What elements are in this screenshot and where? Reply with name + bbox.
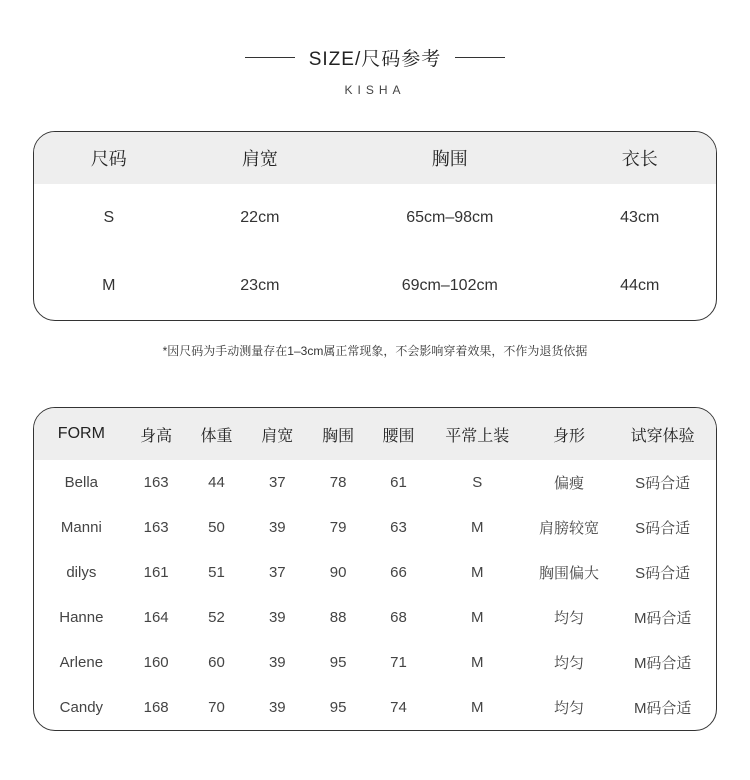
- model-body-shape-cell: 胸围偏大: [538, 565, 599, 582]
- model-usual-top-cell: M: [470, 609, 484, 626]
- model-name-cell: Bella: [64, 474, 99, 491]
- model-waist-cell: 66: [390, 564, 407, 581]
- model-table-row: [34, 505, 716, 550]
- model-weight-cell: 51: [208, 564, 225, 581]
- model-body-shape-cell: 肩膀较宽: [538, 520, 599, 537]
- model-header-shoulder: 肩宽: [261, 427, 294, 445]
- model-header-form: FORM: [57, 425, 105, 442]
- model-usual-top-cell: M: [470, 654, 484, 671]
- model-table-row: [34, 640, 716, 685]
- model-fit-cell: S码合适: [635, 520, 691, 537]
- size-cell: 44cm: [620, 277, 660, 294]
- model-table-body: [34, 460, 716, 730]
- model-name-cell: Candy: [59, 699, 104, 716]
- size-cell: 69cm–102cm: [401, 277, 498, 294]
- model-shoulder-cell: 39: [268, 609, 286, 626]
- measurement-note: *因尺码为手动测量存在1–3cm属正常现象，不会影响穿着效果，不作为退货依据: [162, 344, 588, 358]
- model-fit-cell: M码合适: [633, 655, 692, 672]
- model-table-row: [34, 460, 716, 505]
- size-cell: 43cm: [620, 209, 660, 226]
- size-cell: M: [102, 277, 116, 294]
- model-table-row: [34, 685, 716, 730]
- model-shoulder-cell: 37: [268, 564, 286, 581]
- model-waist-cell: 71: [390, 654, 407, 671]
- model-bust-cell: 78: [329, 474, 347, 491]
- model-waist-cell: 68: [390, 609, 407, 626]
- size-table-header: [34, 132, 716, 184]
- model-bust-cell: 95: [329, 654, 347, 671]
- title-line-right: [455, 57, 505, 58]
- model-waist-cell: 63: [390, 519, 407, 536]
- model-bust-cell: 88: [329, 609, 347, 626]
- page-header: [0, 44, 750, 97]
- model-body-shape-cell: 偏瘦: [553, 475, 584, 492]
- model-waist-cell: 61: [390, 474, 407, 491]
- model-bust-cell: 79: [329, 519, 347, 536]
- model-weight-cell: 70: [208, 699, 225, 716]
- model-usual-top-cell: S: [472, 474, 483, 491]
- size-header-shoulder: 肩宽: [241, 149, 278, 169]
- model-height-cell: 163: [143, 519, 169, 536]
- model-fit-cell: S码合适: [635, 475, 691, 492]
- model-name-cell: Hanne: [59, 609, 104, 626]
- model-height-cell: 161: [143, 564, 169, 581]
- model-table-header: [34, 408, 716, 460]
- model-bust-cell: 95: [329, 699, 347, 716]
- model-header-fit: 试穿体验: [630, 427, 695, 445]
- model-table-row: [34, 550, 716, 595]
- brand-name: KISHA: [344, 83, 406, 97]
- size-cell: 23cm: [240, 277, 280, 294]
- model-shoulder-cell: 37: [268, 474, 286, 491]
- model-waist-cell: 74: [390, 699, 407, 716]
- size-header-bust: 胸围: [431, 149, 468, 169]
- model-height-cell: 163: [143, 474, 169, 491]
- size-header-length: 衣长: [621, 149, 658, 169]
- size-cell: 65cm–98cm: [406, 209, 494, 226]
- model-weight-cell: 60: [208, 654, 225, 671]
- model-bust-cell: 90: [329, 564, 347, 581]
- size-table: [33, 131, 717, 321]
- title-line-left: [245, 57, 295, 58]
- title-row: [0, 44, 750, 71]
- model-body-shape-cell: 均匀: [553, 655, 584, 672]
- model-height-cell: 164: [143, 609, 169, 626]
- model-usual-top-cell: M: [470, 699, 484, 716]
- model-shoulder-cell: 39: [268, 519, 286, 536]
- size-table-row: [34, 184, 716, 252]
- model-height-cell: 160: [143, 654, 169, 671]
- model-header-waist: 腰围: [382, 427, 415, 445]
- model-name-cell: Arlene: [59, 654, 104, 671]
- model-usual-top-cell: M: [470, 564, 484, 581]
- model-weight-cell: 44: [208, 474, 225, 491]
- size-header-size: 尺码: [90, 149, 127, 169]
- model-height-cell: 168: [143, 699, 169, 716]
- model-shoulder-cell: 39: [268, 699, 286, 716]
- model-weight-cell: 50: [208, 519, 225, 536]
- size-cell: S: [103, 209, 115, 226]
- model-fit-cell: S码合适: [635, 565, 691, 582]
- model-body-shape-cell: 均匀: [553, 610, 584, 627]
- model-name-cell: dilys: [66, 564, 97, 581]
- model-body-shape-cell: 均匀: [553, 700, 584, 717]
- model-fit-cell: M码合适: [633, 610, 692, 627]
- size-table-row: [34, 252, 716, 320]
- model-header-weight: 体重: [200, 427, 233, 445]
- model-header-body-shape: 身形: [552, 427, 585, 445]
- model-shoulder-cell: 39: [268, 654, 286, 671]
- page-title: SIZE/尺码参考: [308, 49, 442, 70]
- model-usual-top-cell: M: [470, 519, 484, 536]
- model-fit-cell: M码合适: [633, 700, 692, 717]
- size-cell: 22cm: [240, 209, 280, 226]
- model-header-usual-top: 平常上装: [445, 427, 510, 445]
- model-weight-cell: 52: [208, 609, 225, 626]
- model-header-bust: 胸围: [322, 427, 355, 445]
- model-table-row: [34, 595, 716, 640]
- model-header-height: 身高: [140, 427, 173, 445]
- model-name-cell: Manni: [60, 519, 102, 536]
- model-fit-table: [33, 407, 717, 731]
